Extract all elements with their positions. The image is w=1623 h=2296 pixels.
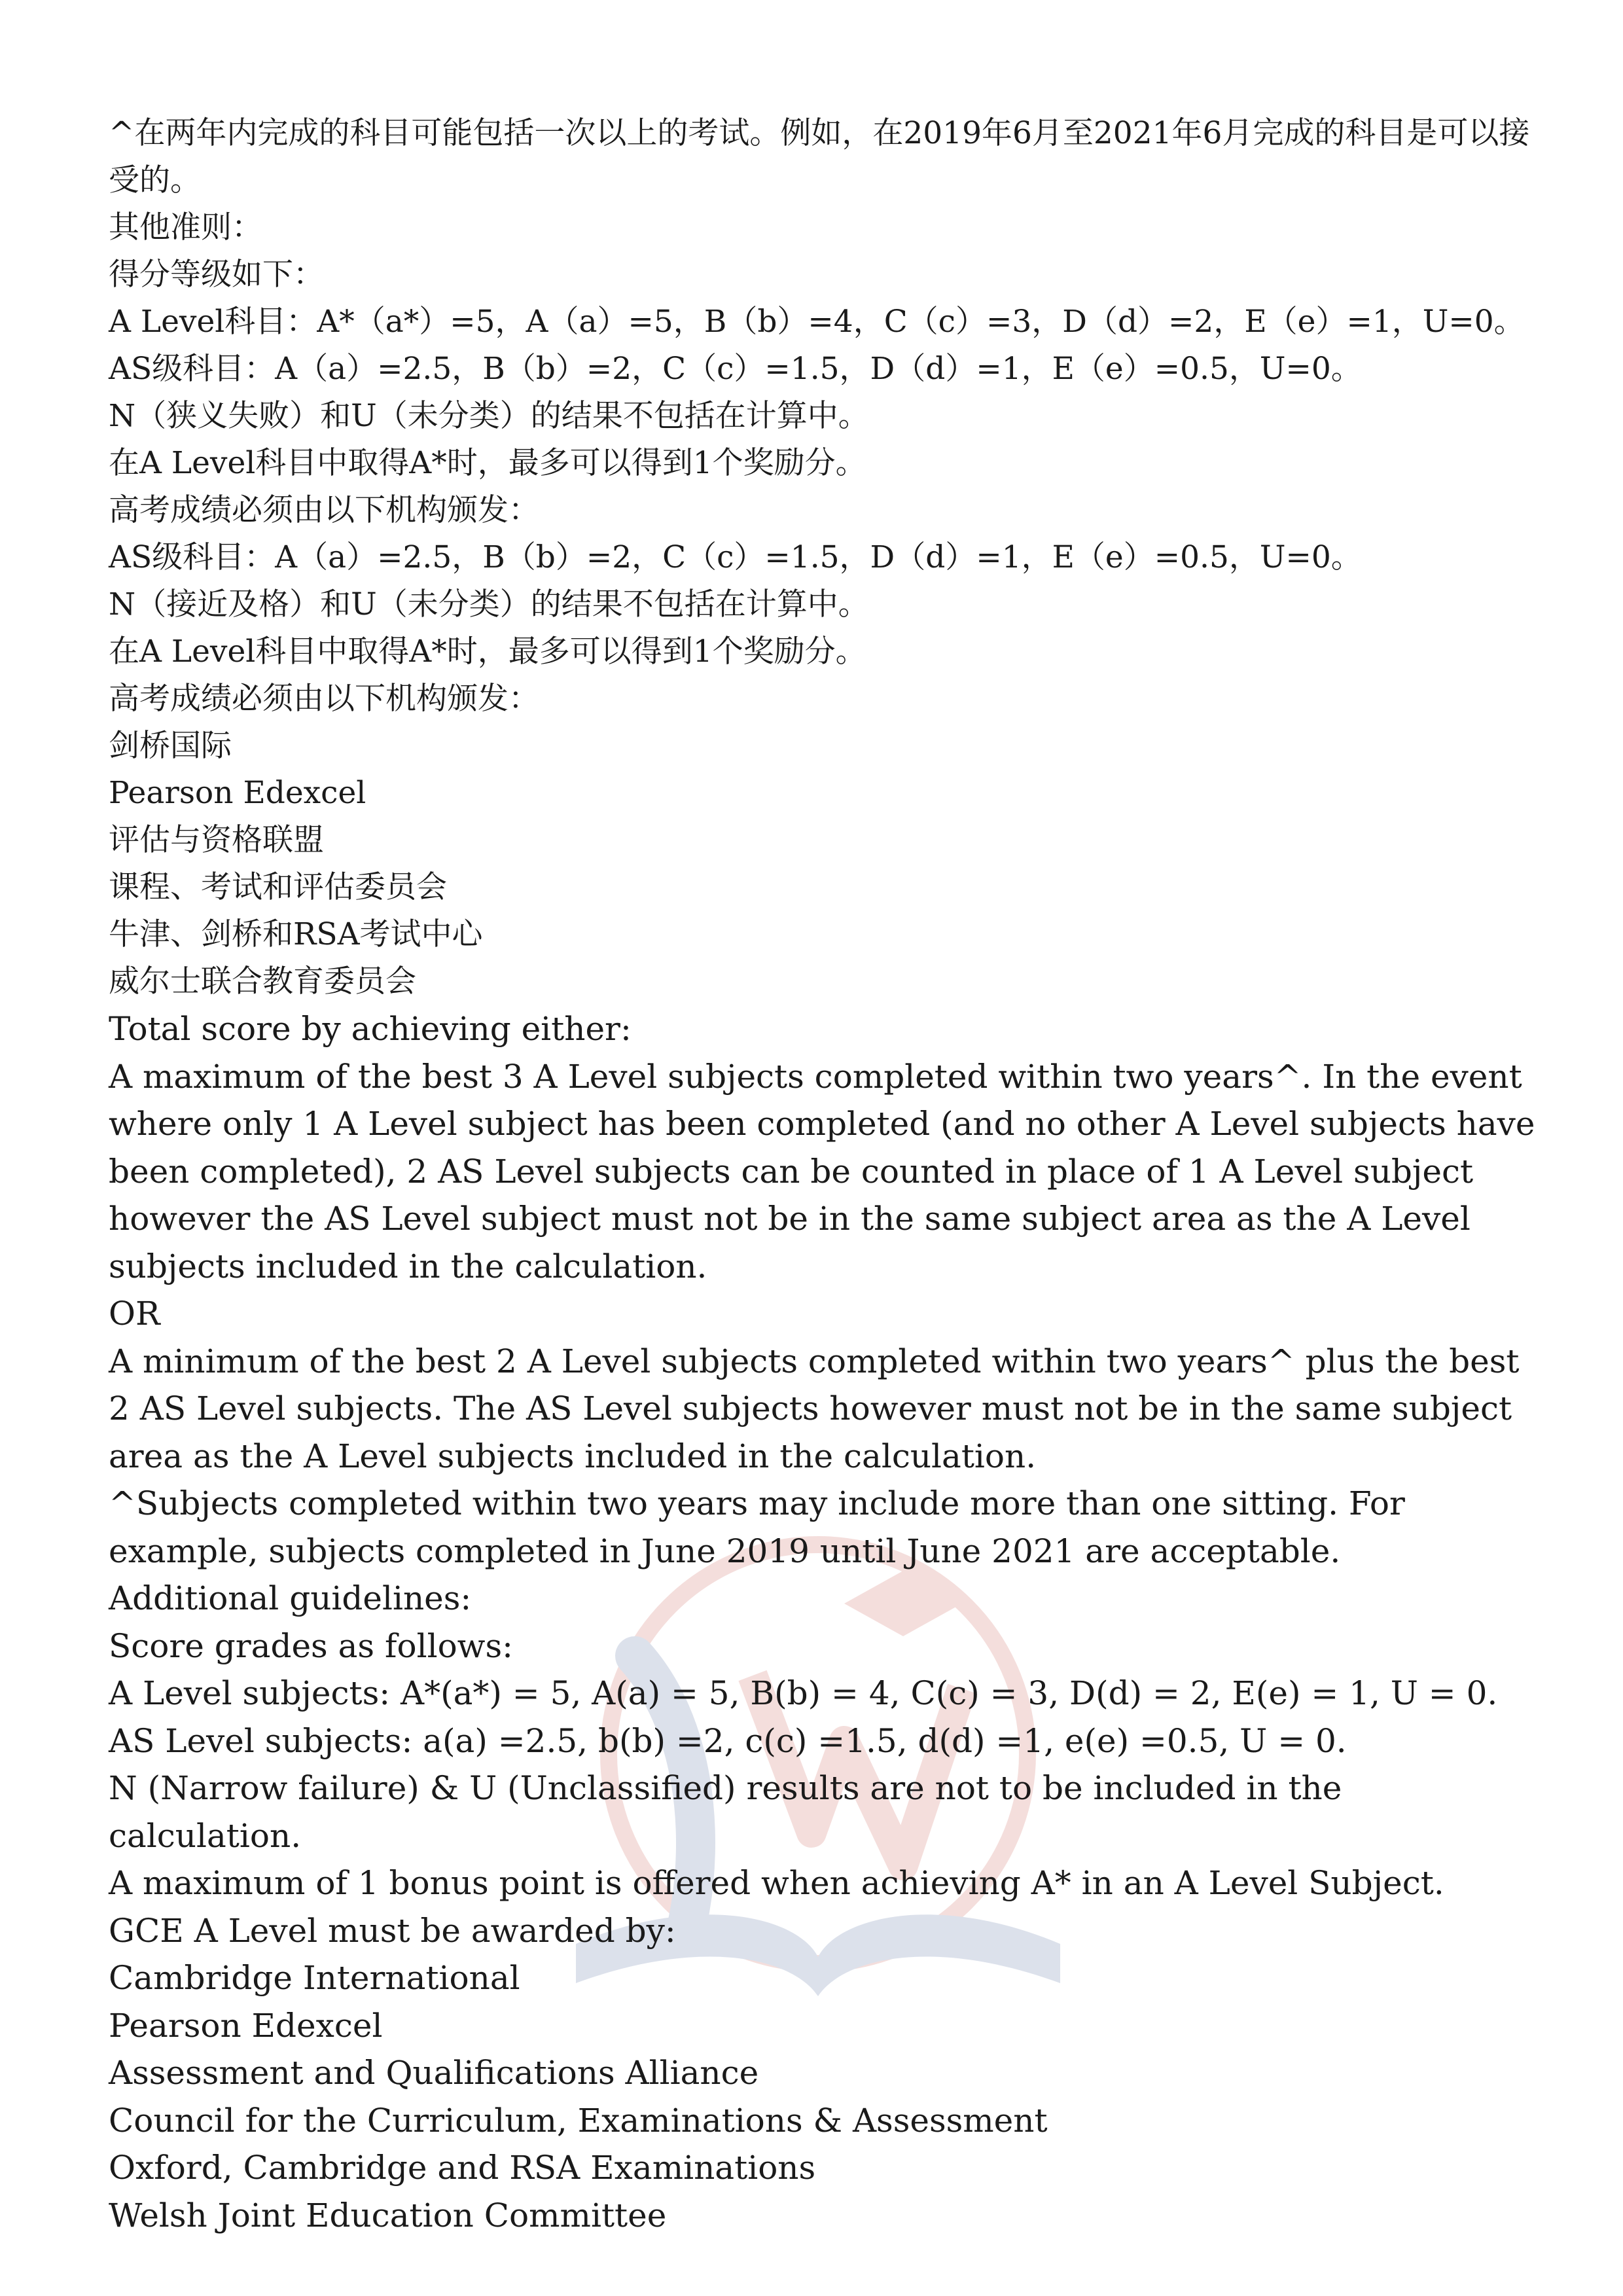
en-option-one: A maximum of the best 3 A Level subjects completed within two years^. In the event where only 1 A Level subject has been completed (and no other A Level subjects have been completed), 2 AS Level subjects can be counted in place of 1 A Level subject however the AS Level subject must not be in the same subject area as the A Level subjects included in the calculation. — [109, 1057, 1535, 1285]
document-body — [109, 110, 1542, 2239]
zh-as-level-grades-repeat: AS级科目：A（a）=2.5，B（b）=2，C（c）=1.5，D（d）=1，E（e）=0.5，U=0。 — [109, 539, 1362, 575]
zh-awarding-heading: 高考成绩必须由以下机构颁发： — [109, 492, 539, 528]
en-awarding-body: Oxford, Cambridge and RSA Examinations — [109, 2149, 816, 2187]
en-awarding-body: Welsh Joint Education Committee — [109, 2196, 667, 2234]
english-section — [109, 1005, 1535, 2239]
zh-awarding-heading-repeat: 高考成绩必须由以下机构颁发： — [109, 681, 539, 717]
zh-bonus-note: 在A Level科目中取得A*时，最多可以得到1个奖励分。 — [109, 445, 866, 481]
zh-score-grades: 得分等级如下： — [109, 257, 324, 293]
en-or: OR — [109, 1295, 160, 1333]
en-intro: Total score by achieving either: — [109, 1010, 632, 1048]
en-awarding-heading: GCE A Level must be awarded by: — [109, 1911, 676, 1950]
en-sitting-note: ^Subjects completed within two years may include more than one sitting. For example, subjects completed in June 2019 until June 2021 are acceptable. — [109, 1484, 1405, 1570]
en-additional-guidelines: Additional guidelines: — [109, 1579, 472, 1617]
zh-awarding-body: Pearson Edexcel — [109, 775, 366, 811]
zh-awarding-body: 牛津、剑桥和RSA考试中心 — [109, 916, 483, 952]
en-awarding-body: Cambridge International — [109, 1959, 520, 1997]
zh-awarding-body: 评估与资格联盟 — [109, 822, 324, 858]
en-awarding-body: Assessment and Qualifications Alliance — [109, 2054, 759, 2092]
zh-exclusion-note: N（狭义失败）和U（未分类）的结果不包括在计算中。 — [109, 398, 869, 434]
zh-exclusion-note-repeat: N（接近及格）和U（未分类）的结果不包括在计算中。 — [109, 586, 869, 622]
en-score-grades: Score grades as follows: — [109, 1626, 513, 1665]
zh-other-guidelines: 其他准则： — [109, 209, 262, 245]
zh-a-level-grades: A Level科目：A*（a*）=5，A（a）=5，B（b）=4，C（c）=3，D（d）=2，E（e）=1，U=0。 — [109, 304, 1525, 340]
zh-awarding-body: 课程、考试和评估委员会 — [109, 869, 447, 905]
en-exclusion-note: N (Narrow failure) & U (Unclassified) results are not to be included in the calculation. — [109, 1769, 1342, 1855]
zh-sitting-note: ^在两年内完成的科目可能包括一次以上的考试。例如，在2019年6月至2021年6月完成的科目是可以接受的。 — [109, 115, 1530, 198]
chinese-section — [109, 110, 1542, 1005]
zh-bonus-note-repeat: 在A Level科目中取得A*时，最多可以得到1个奖励分。 — [109, 634, 866, 670]
zh-awarding-body: 剑桥国际 — [109, 728, 232, 764]
zh-awarding-body: 威尔士联合教育委员会 — [109, 963, 416, 999]
en-bonus-note: A maximum of 1 bonus point is offered when achieving A* in an A Level Subject. — [109, 1864, 1444, 1902]
en-awarding-body: Pearson Edexcel — [109, 2006, 383, 2045]
en-awarding-body: Council for the Curriculum, Examinations & Assessment — [109, 2101, 1048, 2140]
en-option-two: A minimum of the best 2 A Level subjects completed within two years^ plus the best 2 AS Level subjects. The AS Level subjects however must not be in the same subject area as the A Level subjects included in the calculation. — [109, 1342, 1520, 1475]
zh-as-level-grades: AS级科目：A（a）=2.5，B（b）=2，C（c）=1.5，D（d）=1，E（e）=0.5，U=0。 — [109, 351, 1362, 387]
en-as-level-grades: AS Level subjects: a(a) =2.5, b(b) =2, c(c) =1.5, d(d) =1, e(e) =0.5, U = 0. — [109, 1721, 1347, 1760]
en-a-level-grades: A Level subjects: A*(a*) = 5, A(a) = 5, B(b) = 4, C(c) = 3, D(d) = 2, E(e) = 1, U = 0. — [109, 1674, 1498, 1712]
